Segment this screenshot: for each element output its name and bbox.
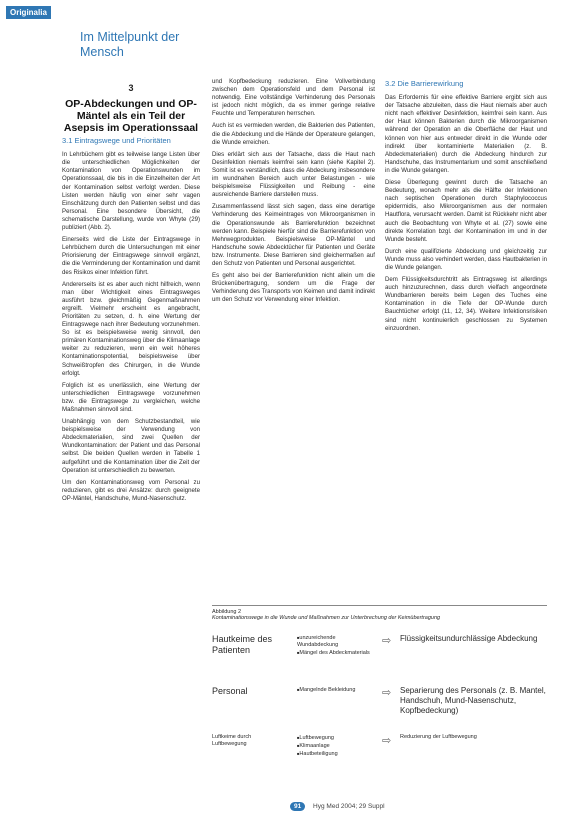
page-footer	[290, 802, 385, 811]
cause-item: ■ Luftbewegung	[297, 734, 377, 742]
cause-item: ■ Mängel des Abdeckmaterials	[297, 649, 377, 657]
category-badge: Originalia	[6, 6, 51, 19]
paragraph: Andererseits ist es aber auch nicht hilfreich, wenn man über Wichtigkeit eines Eintragsweges ausführt bzw. gleichmäßig Gegenmaßnahmen ergreift. Vielmehr erscheint es angebracht, Prioritäten zu setzen, d. h. eine Wertung der Eintragswege nach ihrer Bedeutung vorzunehmen. So ist es beispielsweise wenig sinnvoll, den primären Kontaminationsweg über die Klimaanlage weiter zu reduzieren, wenn ein weit höheres Kontaminationspotential, beispielsweise über Schweißtropfen des Chirurgen, in die Wunde erfolgt.	[62, 280, 200, 377]
cause-item: ■ Mangelnde Bekleidung	[297, 686, 377, 694]
causes-list	[297, 734, 377, 758]
paragraph: und Kopfbedeckung reduzieren. Eine Vollverbindung zwischen dem Operationsfeld und dem Personal ist notwendig. Eine vollständige Verhinderung des Personals ist jedoch nicht möglich, da es immer geringe relative Feuchte und Temperaturen herrschen.	[212, 78, 375, 118]
article-subheading: 3.1 Eintragswege und Prioritäten	[62, 136, 171, 146]
arrow-right-icon: ⇨	[382, 687, 392, 699]
causes-list	[297, 686, 377, 694]
paragraph: Um den Kontaminationsweg vom Personal zu reduzieren, gibt es drei Ansätze: durch geeignete OP-Mäntel, Handschuhe, Mund-Nasenschutz.	[62, 478, 200, 502]
paragraph: Folglich ist es unerlässlich, eine Wertung der unterschiedlichen Eintragswege vorzunehmen bzw. die Eintragswege zu vergleichen, welche Maßnahmen sinnvoll sind.	[62, 381, 200, 413]
source-label: Personal	[212, 686, 248, 696]
paragraph: Unabhängig von dem Schutzbestandteil, wie beispielsweise der Verwendung von Abdeckmaterialien, sind zwei Quellen der Wundkontamination: der Patient und das Personal selbst. Die beiden Quellen werden in Tabelle 1 aufgeführt und die Kontamination über die Zeit der Operation ist unterschiedlich zu bewerten.	[62, 418, 200, 474]
journal-citation: Hyg Med 2004; 29 Suppl	[313, 803, 385, 810]
paragraph: Dem Flüssigkeitsdurchtritt als Eintragsweg ist allerdings auch hinzuzurechnen, dass durch vielfach angeordnete Wundbarrieren bereits beim Legen des Tuches eine Kontamination in die Tiefe der OP-Wunde durch Bauchtücher erfolgt (11, 12, 34). Weitere Infektionsrisiken sind nicht kontinuierlich geschlossen zu Systemen einzuordnen.	[385, 276, 547, 332]
paragraph: Einerseits wird die Liste der Eintragswege in Lehrbüchern durch die Untersuchungen mit einer Priorisierung der Eintragswege sinnvoll ergänzt, die die Verminderung der Kontamination und damit des Risikos einer Infektion führt.	[62, 236, 200, 276]
column-2	[212, 78, 375, 308]
figure-box	[212, 605, 547, 791]
causes-list	[297, 634, 377, 657]
source-label: Luftkeime durch Luftbewegung	[212, 734, 252, 747]
article-title: OP-Abdeckungen und OP-Mäntel als ein Teil der Asepsis im Operationssaal	[63, 98, 199, 135]
paragraph: Diese Überlegung gewinnt durch die Tatsache an Bedeutung, wonach mehr als die Hälfte der Infektionen nach septischen Operationen durch Staphylococcus epidermidis, also Mikroorganismen aus der normalen Hautflora, verursacht werden. Damit ist Rückkehr nicht aber auch die Beobachtung von Whyte et al. (27) sowie eine direkte Korrelation bzgl. der Kontamination im und in der Wunde besteht.	[385, 179, 547, 243]
paragraph: Es geht also bei der Barrierefunktion nicht allein um die Brückenübertragung, sondern um die Frage der Verhinderung des Transports von Keimen und damit indirekt um den Schutz vor Verwendung einer Infektion.	[212, 272, 375, 304]
article-number: 3	[128, 83, 134, 93]
column-3	[385, 78, 547, 337]
section-title: Im Mittelpunkt der Mensch	[80, 30, 180, 59]
section-heading: 3.2 Die Barrierewirkung	[385, 79, 464, 88]
paragraph: In Lehrbüchern gibt es teilweise lange Listen über die unterschiedlichen Möglichkeiten der Kontamination von Operationswunden im Operationssaal, die bis in die Einzelheiten der Art der Kontamination selbst verfolgt werden. Diese Listen werden häufig von einer sehr vagen Einschätzung durch den Patienten selbst und das Personal. Eine besondere Übersicht, die schematische Darstellung, wurde von Whyte (29) publiziert (Abb. 2).	[62, 151, 200, 232]
page-number: 91	[290, 802, 305, 811]
measure-label: Flüssigkeitsundurchlässige Abdeckung	[400, 634, 538, 643]
cause-item: ■ Hautbeteiligung	[297, 750, 377, 758]
column-1	[62, 84, 200, 507]
arrow-right-icon: ⇨	[382, 735, 392, 747]
figure-caption: Kontaminationswege in die Wunde und Maßnahmen zur Unterbrechung der Keimübertragung	[212, 615, 441, 621]
paragraph: Das Erfordernis für eine effektive Barriere ergibt sich aus der Tatsache abzuleiten, dass die Haut niemals aber auch nicht nach effektiver Desinfektion, keimfrei sein kann. Aus der Haut können Bakterien durch die Mikroorganismen während der Operation an die Oberfläche der Haut und können von hier aus entweder direkt in die Wunde oder indirekt über kontaminierte Materialien (z. B. Abdeckmaterialien) durch die Abdeckung hindurch zur Handschuhe, das Instrumentarium und somit anschließend in die Wunde gelangen.	[385, 94, 547, 174]
paragraph: Auch ist es vermieden werden, die Bakterien des Patienten, die die Abdeckung und die Hände der Operateure gelangen, die Wunde erreichen.	[212, 122, 375, 146]
arrow-right-icon: ⇨	[382, 635, 392, 647]
paragraph: Dies erklärt sich aus der Tatsache, dass die Haut nach Desinfektion niemals keimfrei sein kann (siehe Kapitel 2). Somit ist es verständlich, dass die Abdeckung insbesondere im wundnahen Bereich auch unter Belastungen - wie beispielsweise Flüssigkeiten und Reibung - eine ausreichende Barriere darstellen muss.	[212, 150, 375, 199]
paragraph: Durch eine qualifizierte Abdeckung und gleichzeitig zur Wunde muss also verhindert werden, dass Hautbakterien in die Wunde gelangen.	[385, 247, 547, 271]
measure-label: Reduzierung der Luftbewegung	[400, 734, 477, 740]
measure-label: Separierung des Personals (z. B. Mantel, Handschuh, Mund-Nasenschutz, Kopfbedeckung)	[400, 686, 546, 715]
cause-item: ■ Klimaanlage	[297, 742, 377, 750]
figure-label: Abbildung 2	[212, 609, 242, 615]
paragraph: Zusammenfassend lässt sich sagen, dass eine derartige Verhinderung des Keimeintrages von Mikroorganismen in die Operationswunde als Barrierefunktion bezeichnet werden kann. Beispiele hierfür sind die Barrierefunktion von Mehrwegprodukten. Beispielsweise OP-Mäntel und Handschuhe sowie Abdecktücher für Patienten und Geräte bzw. Instrumente. Diese Barrieren sind gleichermaßen auf den Schutz von Patienten und Personal ausgerichtet.	[212, 203, 375, 267]
source-label: Hautkeime des Patienten	[212, 634, 273, 655]
cause-item: ■ unzureichende Wundabdeckung	[297, 634, 377, 649]
